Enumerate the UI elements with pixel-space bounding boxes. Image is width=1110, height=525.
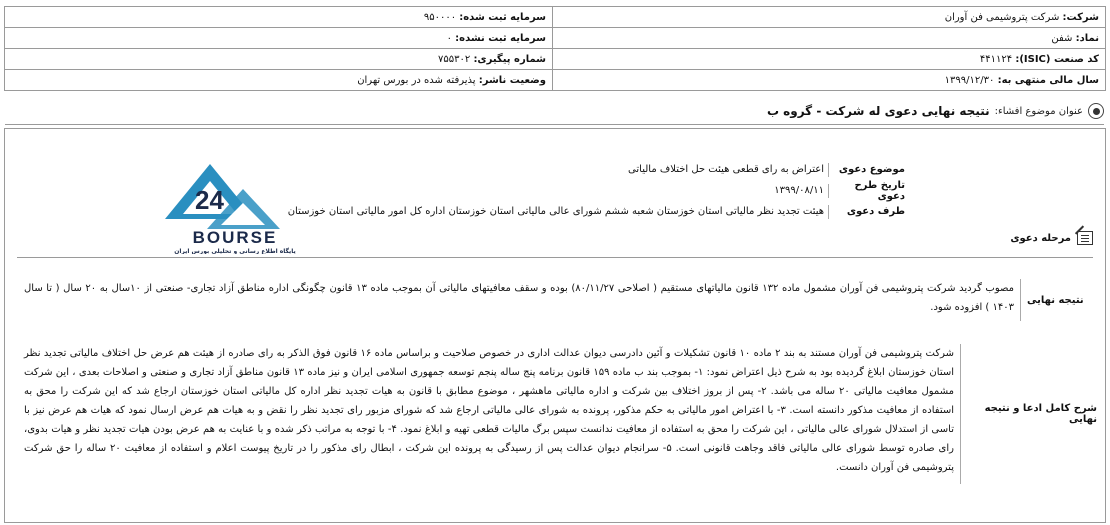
lawsuit-subject-row: [215, 159, 905, 180]
lawsuit-party-value: هیئت تجدید نظر مالیاتی استان خوزستان شعبه ششم شورای عالی مالیاتی استان خوزستان اداره کل امور مالیاتی استان خوزستان: [287, 206, 824, 217]
capital-registered-label: سرمایه ثبت شده:: [459, 11, 546, 23]
lawsuit-subject-label: موضوع دعوی: [838, 164, 905, 175]
company-cell: [553, 7, 1106, 28]
section-bar: [1020, 279, 1021, 321]
isic-value: ۴۴۱۱۲۴: [979, 53, 1013, 65]
edit-document-icon: [1077, 231, 1093, 245]
full-description-text: شرکت پتروشیمی فن آوران مستند به بند ۲ ماده ۱۰ قانون تشکیلات و آئین دادرسی دیوان عدالت اداری در خصوص صلاحیت و براساس ماده ۱۶ قانون فوق الذکر به رای صادره از هیئت هم عرض حل اختلاف مالیاتی تجدید نظر استان خوزستان ابلاغ گردیده بود به شرح ذیل اعتراض نمود: ۱- بموجب بند ب ماده ۱۵۹ قانون برنامه پنج ساله پنجم توسعه جمهوری اسلامی ایران و نیز ماده ۱۳ قانون مناطق آزاد تجاری و صنعتی و اصلاحات بعدی ، این شرکت مشمول معافیت مالیاتی ۲۰ ساله می باشد. ۲- پس از بروز اختلاف بین شرکت و اداره مالیاتی ماهشهر ، موضوع مطابق با قانون به هیات تجدید نظر اداره کل مالیاتی استان خوزستان ارجاع شد که این شرکت را محق به استفاده از معافیت مذکور دانسته است. ۳- با اعتراض امور مالیاتی به حکم مذکور، پرونده به شورای عالی مالیاتی ارجاع شد که شورای مزبور رای تجدید نظر را نقض و به هیات هم عرض ارسال نمود که هیات هم عرض نیز با تاسی از استدلال شورای عالی مالیاتی ، این شرکت را محق به استفاده از معافیت ندانست سپس برگ مالیات قطعی تهیه و ابلاغ نمود. ۴- با توجه به مراتب ذکر شده و با عنایت به هم عرض بودن هیات تجدید نظر و هیات بدوی، رای صادره توسط شورای عالی مالیاتی فاقد وجاهت قانونی است. ۵- سرانجام دیوان عدالت پس از رسیدگی به پرونده این شرکت ، ابطال رای مذکور را در تاریخ پیوست اعلام و استفاده از معافیت ۲۰ ساله را حق شرکت پتروشیمی فن آوران دانست.: [24, 348, 954, 473]
capital-unregistered-cell: [5, 28, 553, 49]
disclosure-subject-label: عنوان موضوع افشاء:: [994, 105, 1083, 117]
full-description-section: [17, 344, 1097, 484]
lawsuit-stage-label: مرحله دعوی: [1010, 232, 1071, 244]
lawsuit-date-label: تاریخ طرح دعوی: [854, 179, 905, 202]
row-separator: [828, 163, 829, 177]
tracking-cell: [5, 49, 553, 70]
logo-numeral: 24: [195, 185, 224, 215]
disclosure-subject: [767, 100, 1104, 122]
lawsuit-date-value: ۱۳۹۹/۰۸/۱۱: [774, 185, 824, 196]
fiscal-value: ۱۳۹۹/۱۲/۳۰: [944, 74, 995, 86]
announcement-body: [4, 128, 1106, 523]
capital-unregistered-value: ۰: [446, 32, 452, 44]
publisher-status-label: وضعیت ناشر:: [478, 74, 546, 86]
fiscal-label: سال مالی منتهی به:: [997, 74, 1099, 86]
symbol-label: نماد:: [1075, 32, 1099, 44]
isic-cell: [553, 49, 1106, 70]
symbol-value: شفن: [1051, 32, 1073, 44]
company-value: شرکت پتروشیمی فن آوران: [944, 11, 1060, 23]
capital-unregistered-label: سرمایه ثبت نشده:: [455, 32, 546, 44]
section-bar: [960, 344, 961, 484]
section-divider: [17, 257, 1093, 258]
lawsuit-subject-value: اعتراض به رای قطعی هیئت حل اختلاف مالیاتی: [628, 164, 824, 175]
publisher-status-value: پذیرفته شده در بورس تهران: [357, 74, 476, 86]
subject-divider: [5, 124, 1104, 125]
logo-word: BOURSE: [192, 228, 278, 247]
lawsuit-party-label: طرف دعوی: [846, 206, 905, 217]
capital-registered-value: ۹۵۰۰۰۰: [423, 11, 457, 23]
company-info-table: [4, 6, 1106, 91]
lawsuit-stage: [1010, 231, 1093, 245]
lawsuit-details: [215, 159, 905, 222]
lawsuit-date-row: [215, 180, 905, 201]
symbol-cell: [553, 28, 1106, 49]
final-result-text: مصوب گردید شرکت پتروشیمی فن آوران مشمول ماده ۱۳۲ قانون مالیاتهای مستقیم ( اصلاحی ۸۰/۱۱/۲۷) بوده و سقف معافیتهای مالیاتی آن بموجب ماده ۱۳ قانون چگونگی اداره مناطق آزاد تجاری- صنعتی از ۱۰سال به ۲۰ سال ( تا سال ۱۴۰۳ ) افزوده شود.: [24, 283, 1015, 313]
disclosure-subject-title: نتیجه نهایی دعوی له شرکت - گروه ب: [766, 104, 990, 118]
final-result-label: نتیجه نهایی: [1027, 294, 1084, 306]
row-separator: [828, 184, 829, 198]
isic-label: کد صنعت (ISIC):: [1015, 53, 1099, 65]
capital-registered-cell: [5, 7, 553, 28]
radio-bullet-icon: [1088, 103, 1104, 119]
row-separator: [828, 205, 829, 219]
fiscal-cell: [553, 70, 1106, 91]
publisher-status-cell: [5, 70, 553, 91]
company-label: شرکت:: [1062, 11, 1099, 23]
lawsuit-party-row: [215, 201, 905, 222]
tracking-label: شماره پیگیری:: [473, 53, 546, 65]
final-result-section: [17, 279, 1097, 321]
full-description-label: شرح کامل ادعا و نتیجه نهایی: [984, 403, 1097, 425]
logo-caption: پایگاه اطلاع رسانی و تحلیلی بورس ایران: [174, 248, 296, 254]
tracking-value: ۷۵۵۳۰۲: [438, 53, 471, 65]
